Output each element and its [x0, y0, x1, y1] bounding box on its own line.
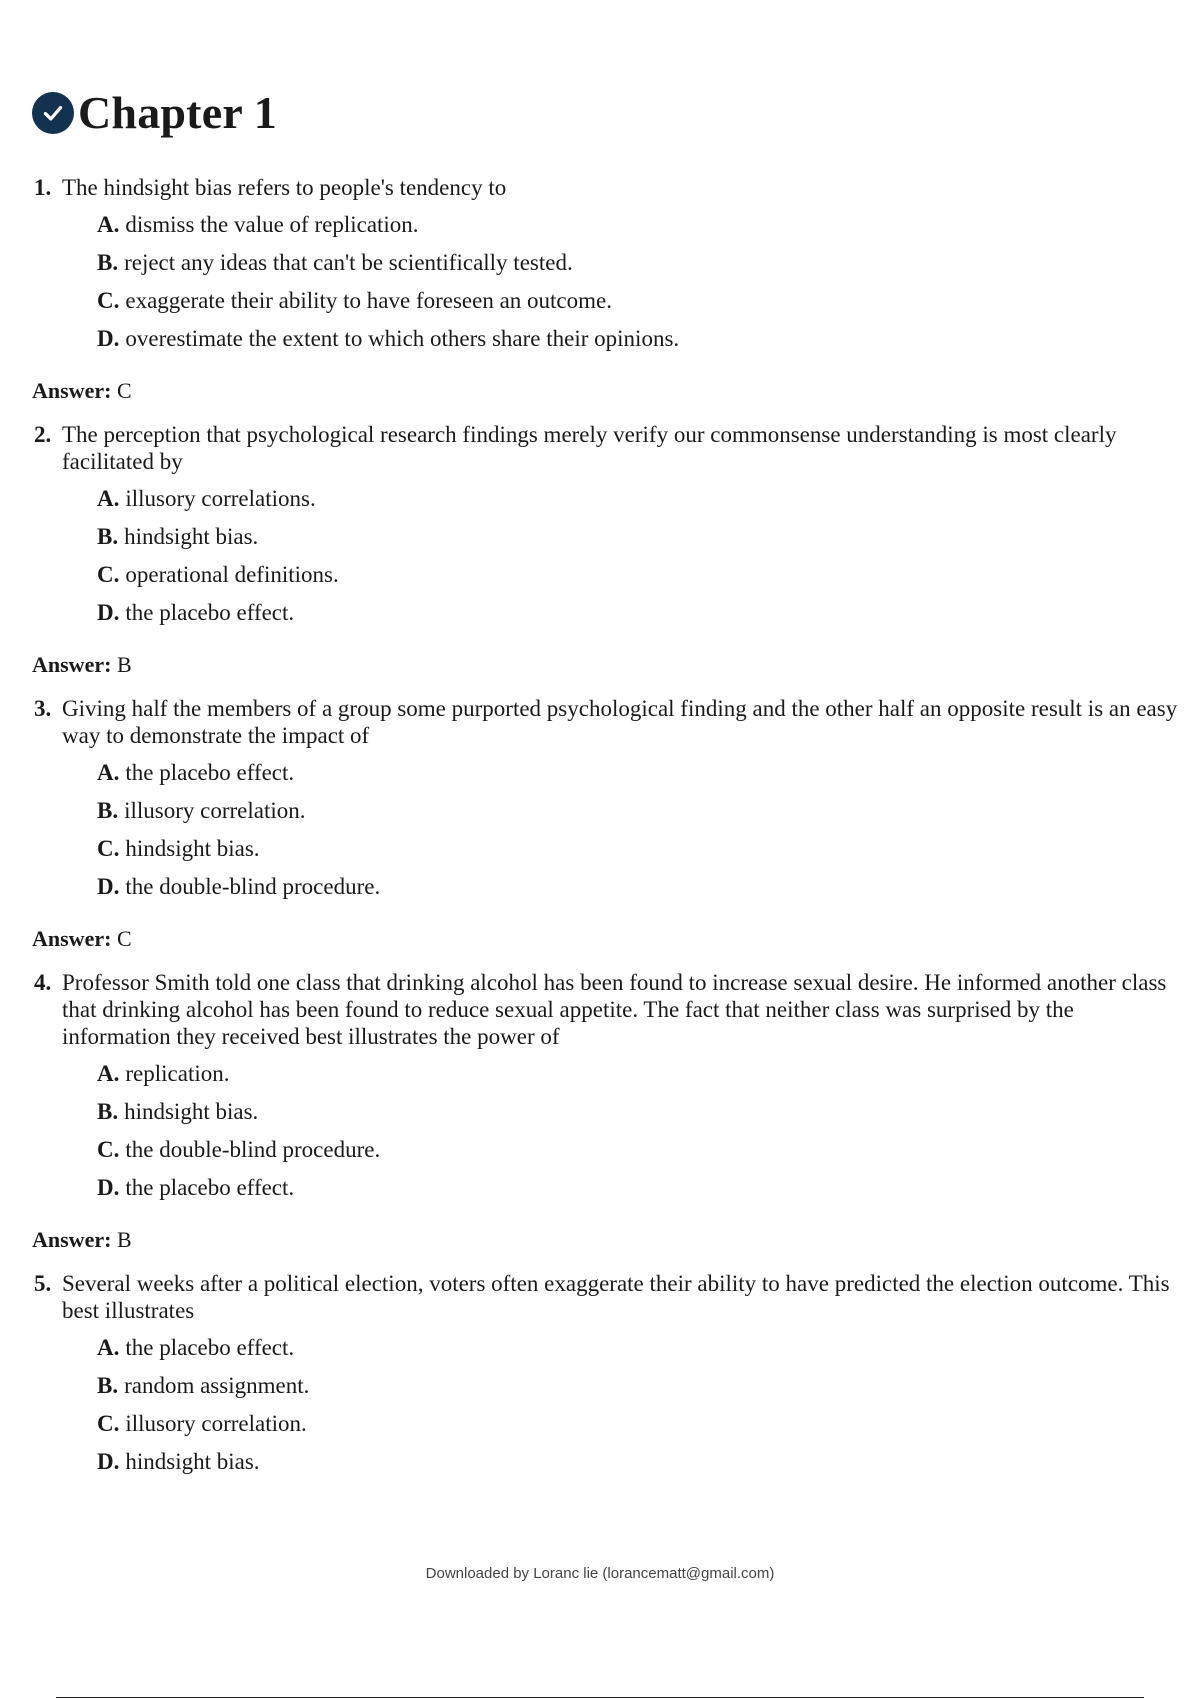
- option-label: B.: [97, 250, 119, 275]
- option-label: D.: [97, 874, 120, 899]
- option-label: C.: [97, 562, 120, 587]
- option-text: illusory correlations.: [125, 486, 316, 511]
- answer-key: [32, 652, 1184, 678]
- answer-value: C: [116, 926, 132, 951]
- question-block: [34, 695, 1184, 952]
- option-label: A.: [97, 1335, 120, 1360]
- option-label: D.: [97, 600, 120, 625]
- question-number: 2.: [34, 422, 52, 447]
- answer-option: [97, 287, 1184, 314]
- option-list: [97, 759, 1184, 900]
- option-text: exaggerate their ability to have foreseen an outcome.: [125, 288, 612, 313]
- option-text: reject any ideas that can't be scientifically tested.: [124, 250, 573, 275]
- option-text: illusory correlation.: [124, 798, 306, 823]
- answer-option: [97, 1372, 1184, 1399]
- answer-option: [97, 797, 1184, 824]
- option-label: A.: [97, 1061, 120, 1086]
- answer-option: [97, 835, 1184, 862]
- option-text: the placebo effect.: [125, 1175, 295, 1200]
- answer-option: [97, 873, 1184, 900]
- check-circle-icon: [32, 92, 74, 134]
- download-footer: Downloaded by Loranc lie (lorancematt@gmail.com): [425, 1565, 775, 1582]
- option-label: D.: [97, 1449, 120, 1474]
- answer-option: [97, 599, 1184, 626]
- option-list: [97, 1334, 1184, 1475]
- option-label: B.: [97, 1373, 119, 1398]
- answer-option: [97, 1448, 1184, 1475]
- answer-option: [97, 561, 1184, 588]
- answer-key: [32, 926, 1184, 952]
- question-number: 4.: [34, 970, 52, 995]
- option-text: hindsight bias.: [125, 1449, 260, 1474]
- question-stem: [34, 174, 1184, 201]
- question-stem: [34, 1270, 1184, 1324]
- answer-option: [97, 1060, 1184, 1087]
- question-list: [34, 174, 1184, 1486]
- option-label: A.: [97, 760, 120, 785]
- question-text: The hindsight bias refers to people's tendency to: [62, 175, 507, 200]
- question-block: [34, 174, 1184, 404]
- option-list: [97, 485, 1184, 626]
- answer-option: [97, 485, 1184, 512]
- option-label: B.: [97, 798, 119, 823]
- option-text: hindsight bias.: [124, 1099, 259, 1124]
- question-text: Giving half the members of a group some purported psychological finding and the other half an opposite result is an easy way to demonstrate the impact of: [62, 696, 1178, 748]
- option-label: B.: [97, 524, 119, 549]
- question-stem: [34, 695, 1184, 749]
- option-text: dismiss the value of replication.: [125, 212, 419, 237]
- option-label: A.: [97, 212, 120, 237]
- answer-option: [97, 1410, 1184, 1437]
- question-text: Professor Smith told one class that drinking alcohol has been found to increase sexual desire. He informed another class that drinking alcohol has been found to reduce sexual appetite. The fact that neither class was surprised by the information they received best illustrates the power of: [62, 970, 1167, 1049]
- answer-value: C: [116, 378, 132, 403]
- answer-label: Answer:: [32, 926, 112, 951]
- answer-label: Answer:: [32, 1227, 112, 1252]
- question-stem: [34, 421, 1184, 475]
- option-text: hindsight bias.: [124, 524, 259, 549]
- option-label: D.: [97, 1175, 120, 1200]
- answer-option: [97, 1136, 1184, 1163]
- answer-key: [32, 378, 1184, 404]
- option-text: the placebo effect.: [125, 760, 295, 785]
- option-label: A.: [97, 486, 120, 511]
- question-stem: [34, 969, 1184, 1050]
- question-block: [34, 1270, 1184, 1475]
- answer-option: [97, 523, 1184, 550]
- answer-value: B: [116, 652, 132, 677]
- answer-option: [97, 1174, 1184, 1201]
- answer-option: [97, 249, 1184, 276]
- question-number: 5.: [34, 1271, 52, 1296]
- option-label: D.: [97, 326, 120, 351]
- option-text: hindsight bias.: [125, 836, 260, 861]
- answer-label: Answer:: [32, 652, 112, 677]
- answer-value: B: [116, 1227, 132, 1252]
- option-label: B.: [97, 1099, 119, 1124]
- chapter-header: [32, 86, 277, 139]
- option-list: [97, 211, 1184, 352]
- chapter-title: Chapter 1: [78, 87, 278, 138]
- option-text: random assignment.: [124, 1373, 310, 1398]
- option-text: illusory correlation.: [125, 1411, 307, 1436]
- option-text: the double-blind procedure.: [125, 1137, 381, 1162]
- option-text: the placebo effect.: [125, 600, 295, 625]
- answer-option: [97, 325, 1184, 352]
- answer-label: Answer:: [32, 378, 112, 403]
- question-text: The perception that psychological research findings merely verify our commonsense understanding is most clearly facilitated by: [62, 422, 1117, 474]
- question-block: [34, 421, 1184, 678]
- option-text: operational definitions.: [125, 562, 339, 587]
- answer-option: [97, 759, 1184, 786]
- answer-option: [97, 1098, 1184, 1125]
- option-text: overestimate the extent to which others share their opinions.: [125, 326, 680, 351]
- option-label: C.: [97, 1137, 120, 1162]
- option-text: the double-blind procedure.: [125, 874, 381, 899]
- question-text: Several weeks after a political election, voters often exaggerate their ability to have predicted the election outcome. This best illustrates: [62, 1271, 1170, 1323]
- page-divider: [56, 1697, 1144, 1698]
- question-number: 3.: [34, 696, 52, 721]
- option-label: C.: [97, 836, 120, 861]
- option-list: [97, 1060, 1184, 1201]
- option-label: C.: [97, 1411, 120, 1436]
- answer-key: [32, 1227, 1184, 1253]
- option-label: C.: [97, 288, 120, 313]
- option-text: the placebo effect.: [125, 1335, 295, 1360]
- question-number: 1.: [34, 175, 52, 200]
- option-text: replication.: [125, 1061, 230, 1086]
- answer-option: [97, 1334, 1184, 1361]
- question-block: [34, 969, 1184, 1253]
- answer-option: [97, 211, 1184, 238]
